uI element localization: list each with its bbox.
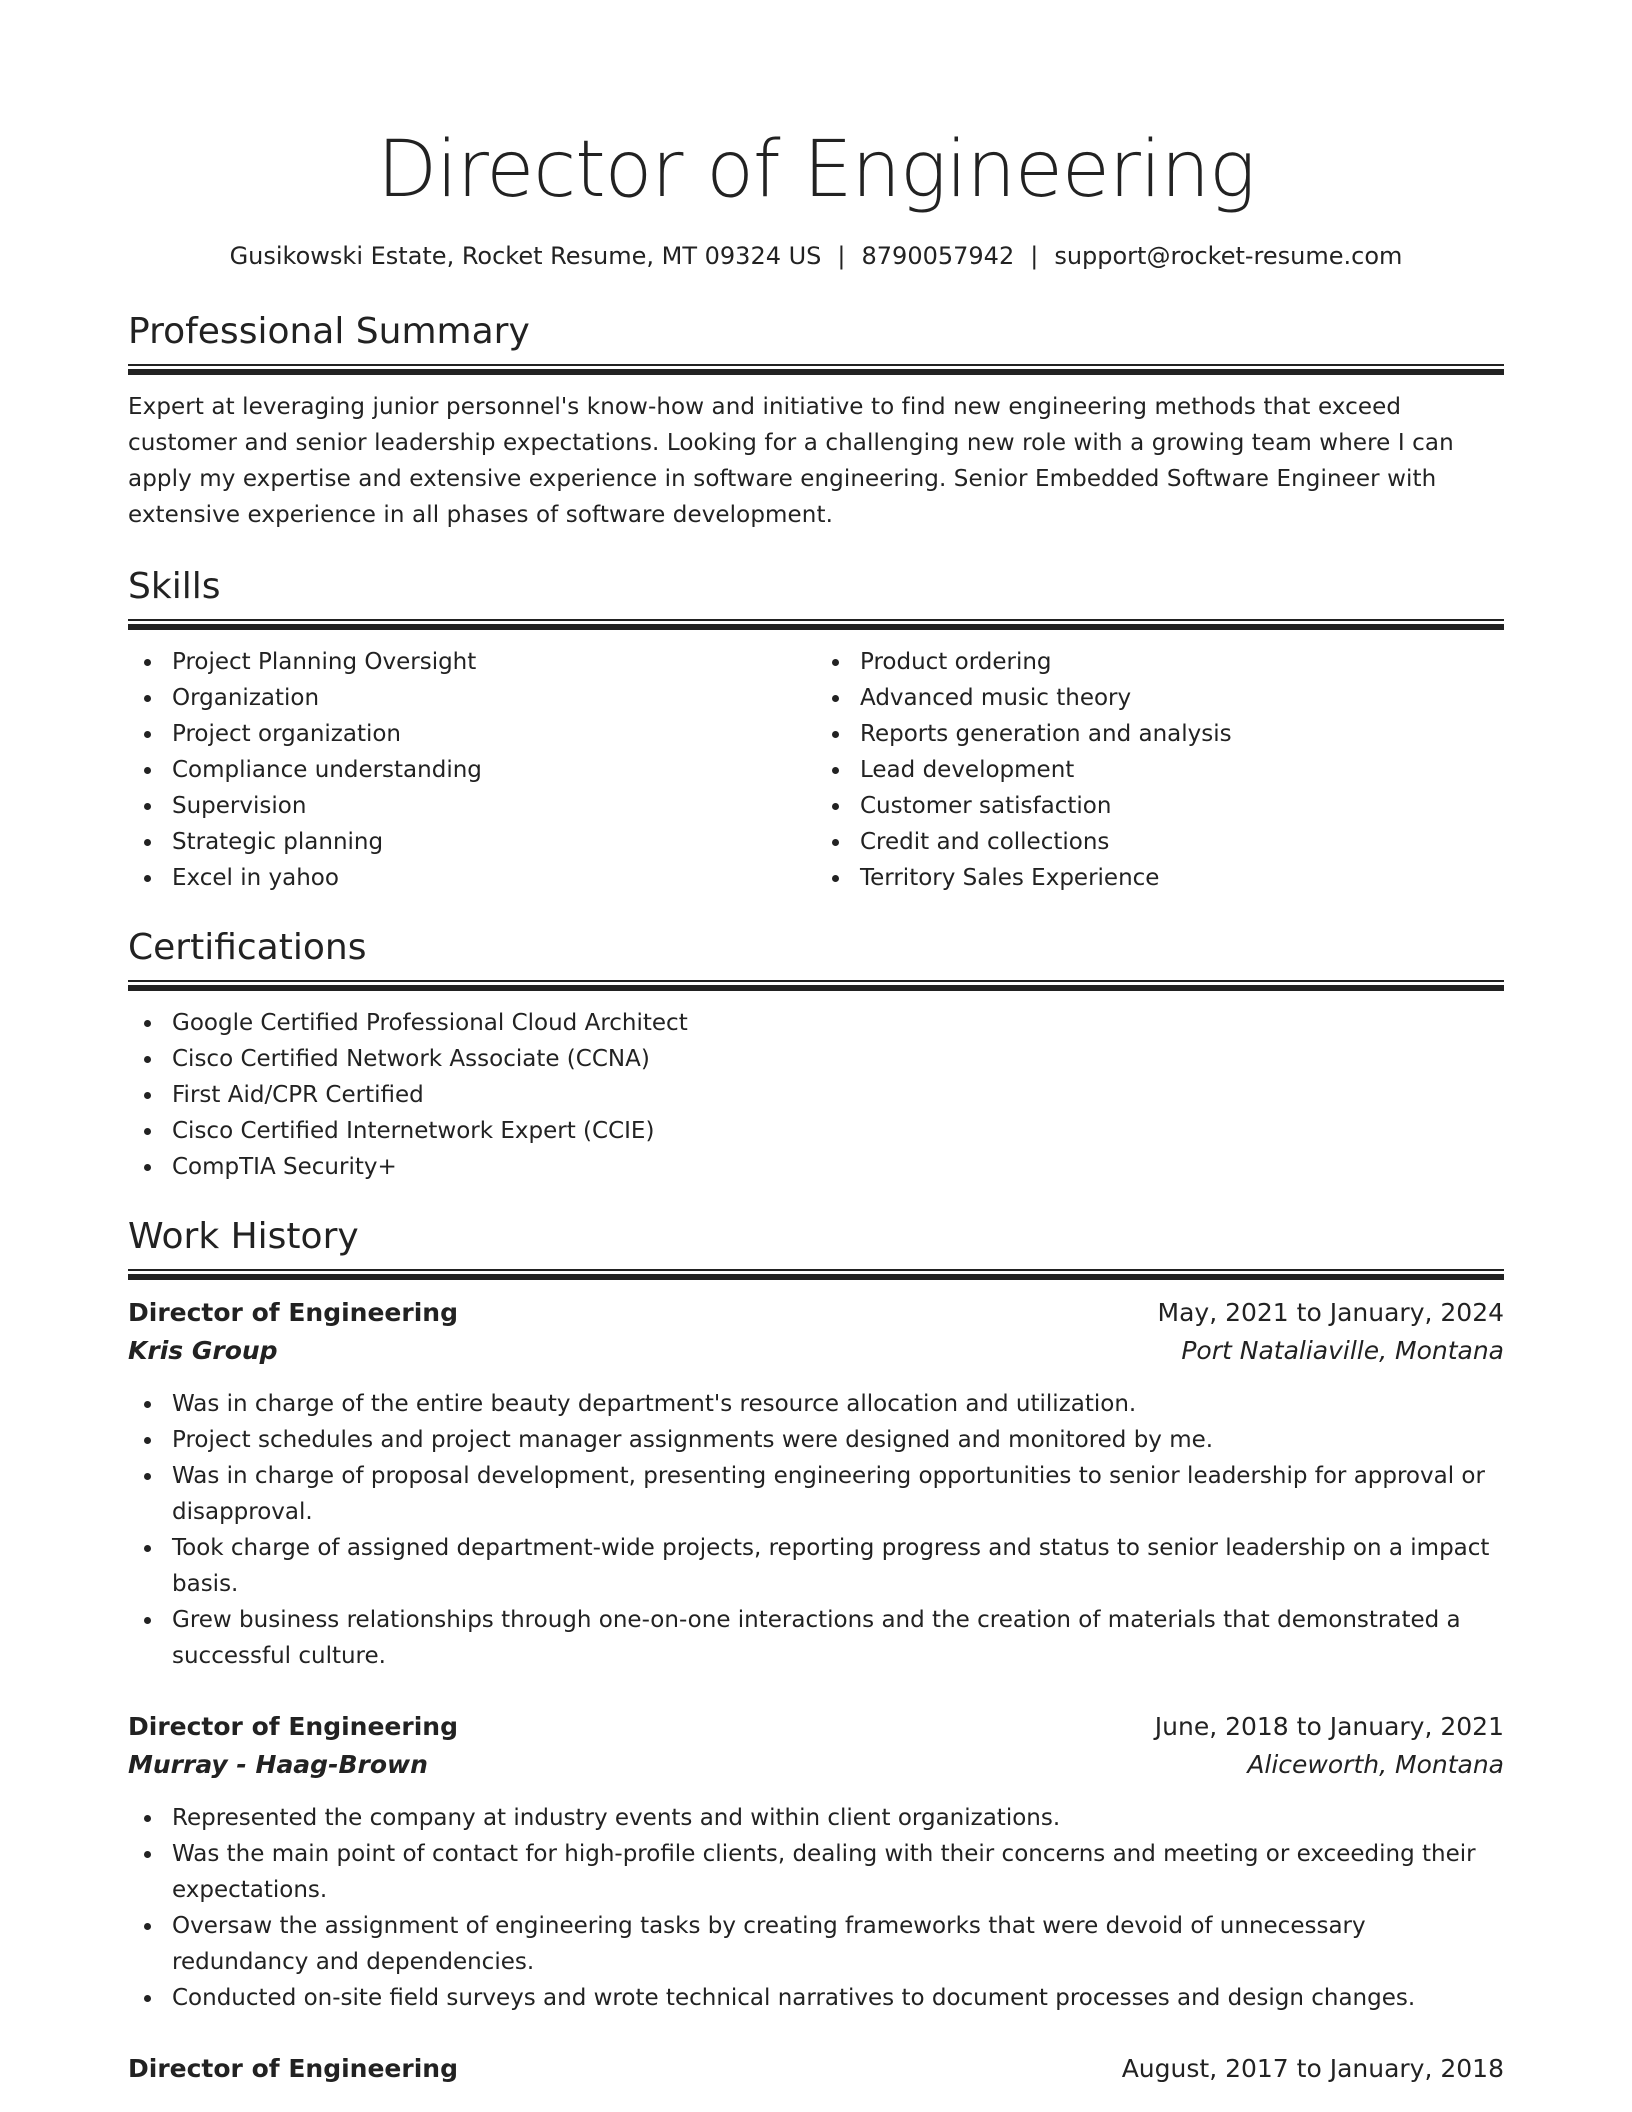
job-bullet: Represented the company at industry events and within client organizations. (128, 1800, 1504, 1836)
job-entry (128, 1708, 1504, 2016)
contact-separator: | (1030, 242, 1039, 270)
skill-item: Supervision (128, 788, 816, 824)
job-bullet: Project schedules and project manager assignments were designed and monitored by me. (128, 1422, 1504, 1458)
section-divider (128, 980, 1504, 991)
certification-item: Cisco Certified Network Associate (CCNA) (128, 1041, 1504, 1077)
skills-right-list (816, 644, 1504, 896)
job-title: Director of Engineering (128, 1298, 458, 1327)
work-history-section (128, 1215, 1504, 2088)
skill-item: Product ordering (816, 644, 1504, 680)
job-bullet: Conducted on-site field surveys and wrote technical narratives to document processes and design changes. (128, 1980, 1504, 2016)
skill-item: Project organization (128, 716, 816, 752)
job-location: Aliceworth, Montana (1247, 1750, 1504, 1779)
job-bullet: Was in charge of the entire beauty department's resource allocation and utilization. (128, 1386, 1504, 1422)
job-dates: June, 2018 to January, 2021 (1154, 1712, 1504, 1741)
contact-address: Gusikowski Estate, Rocket Resume, MT 09324 US (229, 242, 822, 270)
skill-item: Advanced music theory (816, 680, 1504, 716)
summary-section (128, 310, 1504, 533)
section-divider (128, 1269, 1504, 1280)
section-heading: Professional Summary (128, 311, 530, 352)
contact-email: support@rocket-resume.com (1054, 242, 1403, 270)
job-bullet: Was the main point of contact for high-profile clients, dealing with their concerns and meeting or exceeding their expectations. (128, 1836, 1504, 1908)
section-divider (128, 619, 1504, 630)
job-bullet: Oversaw the assignment of engineering tasks by creating frameworks that were devoid of unnecessary redundancy and dependencies. (128, 1908, 1504, 1980)
skill-item: Strategic planning (128, 824, 816, 860)
job-company: Murray - Haag-Brown (128, 1750, 428, 1779)
job-company: Kris Group (128, 1336, 278, 1365)
section-heading: Work History (128, 1216, 359, 1257)
skill-item: Credit and collections (816, 824, 1504, 860)
skill-item: Project Planning Oversight (128, 644, 816, 680)
job-title: Director of Engineering (128, 1712, 458, 1741)
job-title: Director of Engineering (128, 2054, 458, 2083)
certification-item: CompTIA Security+ (128, 1149, 1504, 1185)
skill-item: Organization (128, 680, 816, 716)
contact-line (128, 240, 1504, 272)
job-bullet: Took charge of assigned department-wide projects, reporting progress and status to senior leadership on a impact basis. (128, 1530, 1504, 1602)
job-dates: August, 2017 to January, 2018 (1121, 2054, 1504, 2083)
skill-item: Customer satisfaction (816, 788, 1504, 824)
skill-item: Excel in yahoo (128, 860, 816, 896)
certification-item: First Aid/CPR Certified (128, 1077, 1504, 1113)
job-entry (128, 2050, 1504, 2088)
section-divider (128, 364, 1504, 375)
skill-item: Territory Sales Experience (816, 860, 1504, 896)
section-heading: Skills (128, 566, 221, 607)
job-entry (128, 1294, 1504, 1674)
job-header (128, 1294, 1504, 1332)
contact-phone: 8790057942 (861, 242, 1015, 270)
skill-item: Reports generation and analysis (816, 716, 1504, 752)
skill-item: Lead development (816, 752, 1504, 788)
skills-left-list (128, 644, 816, 896)
job-location: Port Nataliaville, Montana (1181, 1336, 1504, 1365)
job-subheader (128, 1332, 1504, 1370)
certifications-list (128, 1005, 1504, 1185)
certification-item: Google Certified Professional Cloud Architect (128, 1005, 1504, 1041)
resume-page (128, 0, 1504, 2088)
job-bullets (128, 1386, 1504, 1674)
summary-text: Expert at leveraging junior personnel's know-how and initiative to find new engineering methods that exceed customer and senior leadership expectations. Looking for a challenging new role with a growing team where I can apply my expertise and extensive experience in software engineering. Senior Embedded Software Engineer with extensive experience in all phases of software development. (128, 394, 1454, 528)
job-header (128, 2050, 1504, 2088)
skill-item: Compliance understanding (128, 752, 816, 788)
certifications-section (128, 926, 1504, 1185)
job-bullet: Was in charge of proposal development, presenting engineering opportunities to senior leadership for approval or disapproval. (128, 1458, 1504, 1530)
contact-separator: | (837, 242, 846, 270)
skills-columns (128, 644, 1504, 896)
job-dates: May, 2021 to January, 2024 (1157, 1298, 1504, 1327)
skills-section (128, 565, 1504, 896)
section-heading: Certifications (128, 927, 367, 968)
job-header (128, 1708, 1504, 1746)
job-subheader (128, 1746, 1504, 1784)
job-bullet: Grew business relationships through one-on-one interactions and the creation of materials that demonstrated a successful culture. (128, 1602, 1504, 1674)
resume-title: Director of Engineering (377, 125, 1255, 215)
job-bullets (128, 1800, 1504, 2016)
certification-item: Cisco Certified Internetwork Expert (CCIE) (128, 1113, 1504, 1149)
